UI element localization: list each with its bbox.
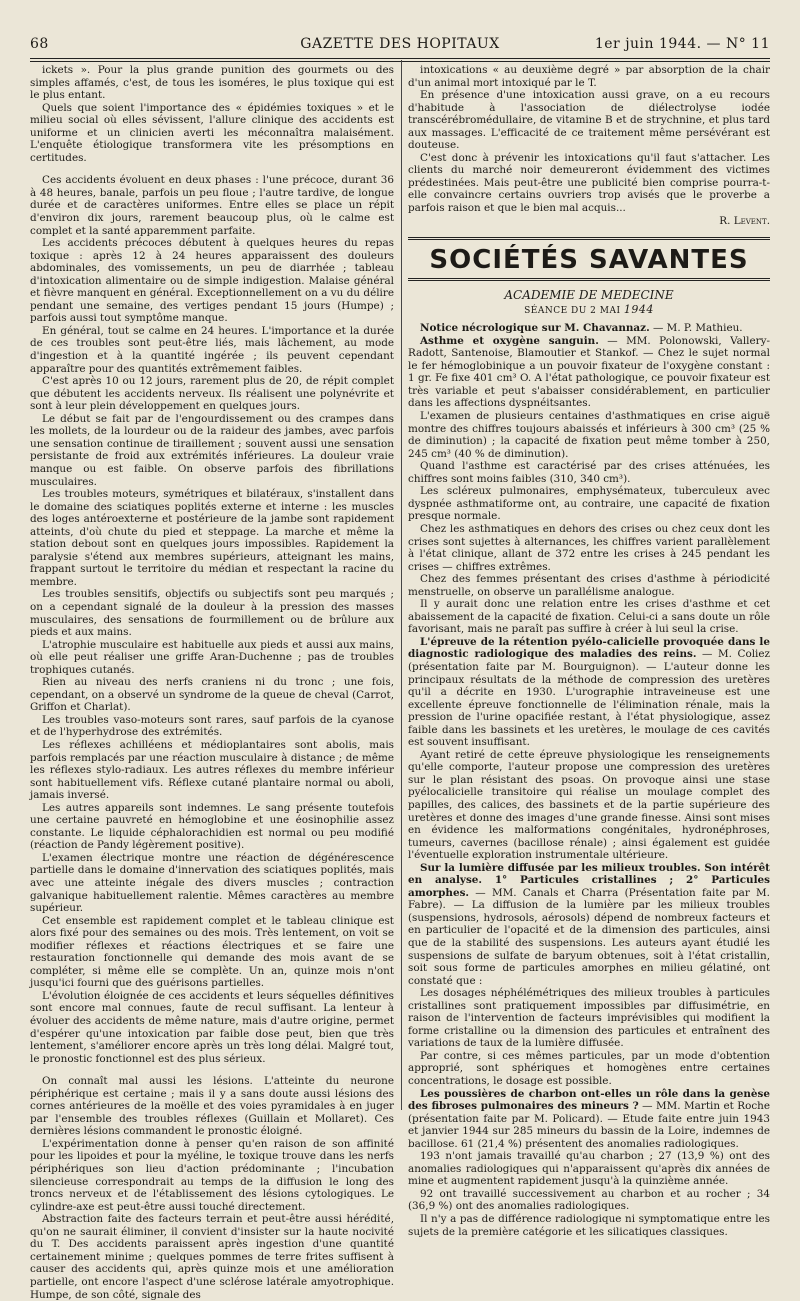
item-title: Sur la lumière diffusée par les milieux troubles. Son intérêt en analyse. 1° Particules cristallines ; 2° Particules amorphes. [408,861,770,899]
body-paragraph: Abstraction faite des facteurs terrain et peut-être aussi hérédité, qu'on ne saurait éliminer, il convient d'insister sur la haute nocivité du T. Des accidents paraissent après ingestion d'une quantité certainement minime ; quelques pommes de terre frites suffisent à causer des accidents qui, après quinze mois et une amélioration partielle, ont encore l'aspect d'une sclérose latérale amyotrophique. Humpe, de son côté, signale des [30,1213,394,1301]
academy-item [408,460,770,485]
item-text: Il y aurait donc une relation entre les crises d'asthme et cet abaissement de la capacité de fixation. Celui-ci a sans doute un rôle favorisant, mais ne paraît pas suffire à créer à lui seul la crise. [408,598,770,636]
item-title: Les poussières de charbon ont-elles un rôle dans la genèse des fibroses pulmonaires des mineurs ? [408,1087,770,1113]
item-text: L'examen de plusieurs centaines d'asthmatiques en crise aiguë montre des chiffres toujours abaissés et inférieurs à 300 cm³ (25 % de diminution) ; la capacité de fixation peut même tomber à 250, 245 cm³ (40 % de diminution). [408,410,770,460]
body-paragraph: L'expérimentation donne à penser qu'en raison de son affinité pour les lipoides et pour la myéline, le toxique trouve dans les nerfs périphériques son lieu d'action prédominante ; l'incubation silencieuse correspondrait au temps de la diffusion le long des troncs nerveux et de l'établissement des lésions cytologiques. Le cylindre-axe est peut-être aussi touché directement. [30,1137,394,1213]
body-paragraph: Les autres appareils sont indemnes. Le sang présente toutefois une certaine pauvreté en hémoglobine et une éosinophilie assez constante. Le liquide céphalorachidien est normal ou peu modifié (réaction de Pandy légèrement positive). [30,801,394,852]
item-text: 193 n'ont jamais travaillé qu'au charbon ; 27 (13,9 %) ont des anomalies radiologiques qui n'apparaissent qu'après dix années de mine et augmentent rapidement jusqu'à la quinzième année. [408,1150,770,1188]
paragraph-gap [30,1065,394,1075]
academy-item [408,1150,770,1188]
body-paragraph: ickets ». Pour la plus grande punition des gourmets ou des simples affamés, c'est, de tous les isoméres, le plus toxique qui est le plus entant. [30,64,394,102]
academy-item [408,410,770,460]
issue-date: 1er juin 1944. — N° 11 [594,36,770,52]
academy-item [408,523,770,573]
item-text: Les scléreux pulmonaires, emphysémateux, tuberculeux avec dyspnée asthmatiforme ont, au contraire, une capacité de fixation presque normale. [408,485,770,523]
item-text: — MM. Martin et Roche (présentation faite par M. Policard). — Etude faite entre juin 1943 et janvier 1944 sur 285 mineurs du bassin de la Loire, indemnes de bacillose. 61 (21,4 %) présentent des anomalies radiologiques. [408,1100,770,1150]
academy-title: ACADEMIE DE MEDECINE [504,288,674,303]
column-divider [401,60,402,1110]
item-text: Ayant retiré de cette épreuve physiologique les renseignements qu'elle comporte, l'auteur propose une compression des uretères sur le plan résistant des psoas. On provoque ainsi une stase pyélocalicielle transitoire qui réalise un moulage complet des papilles, des calices, des bassinets et de la partie supérieure des uretères et donne des images d'une grande finesse. Ainsi sont mises en évidence les malformations congénitales, hydronéphroses, tumeurs, cavernes (bacillose rénale) ; ainsi également est guidée l'éventuelle exploration instrumentale ultérieure. [408,748,770,862]
academy-item [408,1188,770,1213]
body-paragraph: Les réflexes achilléens et médioplantaires sont abolis, mais parfois remplacés par une réaction musculaire à distance ; de même les réflexes stylo-radiaux. Les autres réflexes du membre inférieur sont habituellement vifs. Réflexe cutané plantaire normal ou aboli, jamais inversé. [30,738,394,802]
item-text: Il n'y a pas de différence radiologique ni symptomatique entre les sujets de la première catégorie et les silicatiques classiques. [408,1213,770,1238]
signature-text: R. Levent. [719,214,770,227]
item-title: Notice nécrologique sur M. Chavannaz. [420,322,650,335]
header-rule-double [30,61,770,62]
body-paragraph: Les accidents précoces débutent à quelques heures du repas toxique : après 12 à 24 heures apparaissent des douleurs abdominales, des vomissements, un peu de diarrhée ; tableau d'intoxication alimentaire ou de simple indigestion. Malaise général et fièvre manquent en général. Exceptionnellement on a vu du délire pendant une semaine, des vertiges pendant 15 jours (Humpe) ; parfois aussi tout symptôme manque. [30,237,394,325]
body-paragraph: Les troubles sensitifs, objectifs ou subjectifs sont peu marqués ; on a cependant signalé de la douleur à la pression des masses musculaires, des sensations de fourmillement ou de brûlure aux pieds et aux mains. [30,588,394,639]
item-text: — MM. Canals et Charra (Présentation faite par M. Fabre). — La diffusion de la lumière par les milieux troubles (suspensions, hydrosols, aérosols) dépend de nombreux facteurs et en particulier de l'opacité et de la dimension des particules, ainsi que de la stabilité des suspensions. Les auteurs ayant étudié les suspensions de sulfate de baryum obtenues, soit à l'état cristallin, soit sous forme de particules amorphes en milieu gélatiné, ont constaté que : [408,886,770,987]
body-paragraph: C'est après 10 ou 12 jours, rarement plus de 20, de répit complet que débutent les accidents nerveux. Ils réalisent une polynévrite et sont à leur plein développement en quelques jours. [30,375,394,413]
item-text: — M. Coliez (présentation faite par M. Bourguignon). — L'auteur donne les principaux résultats de la méthode de compression des uretères qu'il a décrite en 1930. L'urographie intraveineuse est une excellente épreuve fonctionnelle de l'élimination rénale, mais la pression de l'urine opacifiée restant, à l'état physiologique, assez faible dans les bassinets et les uretères, le moulage de ces cavités est souvent insuffisant. [408,648,770,749]
page-number: 68 [30,36,49,52]
academy-item [408,636,770,749]
body-paragraph: L'atrophie musculaire est habituelle aux pieds et aussi aux mains, où elle peut réaliser une griffe Aran-Duchenne ; pas de troubles trophiques cutanés. [30,638,394,676]
intro-paragraphs [408,64,770,215]
body-paragraph: En présence d'une intoxication aussi grave, on a eu recours d'habitude à l'association de diélectrolyse iodée transcérébromédullaire, de vitamine B et de strychnine, et plus tard aux massages. L'efficacité de ce traitement même persévérant est douteuse. [408,89,770,152]
academy-item [408,749,770,862]
seance-line [408,304,770,318]
item-title: Asthme et oxygène sanguin. [420,334,599,347]
item-text: Par contre, si ces mêmes particules, par un mode d'obtention approprié, sont sphériques et homogènes entre certaines concentrations, le dosage est possible. [408,1049,770,1088]
academy-item [408,322,770,335]
body-paragraph: Rien au niveau des nerfs craniens ni du tronc ; une fois, cependant, on a observé un syndrome de la queue de cheval (Carrot, Griffon et Charlat). [30,676,394,714]
seance-label: SÉANCE DU 2 MAI [524,305,621,316]
left-column [30,64,394,1301]
body-paragraph: Ces accidents évoluent en deux phases : l'une précoce, durant 36 à 48 heures, banale, parfois un peu floue ; l'autre tardive, de longue durée et de caractères uniformes. Entre elles se place un répit d'environ dix jours, rarement beaucoup plus, où le calme est complet et la santé apparemment parfaite. [30,174,394,237]
academy-item [408,485,770,523]
section-title: SOCIÉTÉS SAVANTES [408,237,770,281]
body-paragraph: C'est donc à prévenir les intoxications qu'il faut s'attacher. Les clients du marché noir demeureront évidemment des victimes prédestinées. Mais peut-être une publicité bien comprise pourra-t-elle convaincre certains ouvriers trop avisés que le proverbe a parfois raison et que le bien mal acquis... [408,151,770,215]
running-header [30,36,770,58]
body-paragraph: On connaît mal aussi les lésions. L'atteinte du neurone périphérique est certaine ; mais il y a sans doute aussi lésions des cornes antérieures de la moëlle et des voies pyramidales à en juger par l'ensemble des troubles réflexes (Guillain et Mollaret). Ces dernières lésions commandent le pronostic éloigné. [30,1075,394,1138]
body-paragraph: Les troubles moteurs, symétriques et bilatéraux, s'installent dans le domaine des sciatiques poplités externe et interne : les muscles des loges antéroexterne et postérieure de la jambe sont rapidement atteints, d'où chute du pied et steppage. La marche et même la station debout sont en quelques jours impossibles. Rapidement la paralysie s'étend aux membres supérieurs, atteignant les mains, frappant surtout le territoire du médian et respectant la racine du membre. [30,488,394,588]
header-rule [30,58,770,59]
paragraph-gap [30,164,394,174]
item-text: Chez des femmes présentant des crises d'asthme à périodicité menstruelle, on observe un parallélisme analogue. [408,573,770,598]
right-column [408,64,770,1238]
item-title: L'épreuve de la rétention pyélo-calicielle provoquée dans le diagnostic radiologique des maladies des reins. [408,635,770,661]
body-paragraph: intoxications « au deuxième degré » par absorption de la chair d'un animal mort intoxiqué par le T. [408,64,770,89]
journal-title: GAZETTE DES HOPITAUX [300,36,500,52]
academy-item [408,987,770,1050]
body-paragraph: Les troubles vaso-moteurs sont rares, sauf parfois de la cyanose et de l'hyperhydrose des extrémités. [30,713,394,739]
academy-items [408,322,770,1238]
body-paragraph: L'examen électrique montre une réaction de dégénérescence partielle dans le domaine d'innervation des sciatiques poplités, mais avec une atteinte inégale des divers muscles ; contraction galvanique habituellement ralentie. Mêmes caractères au membre supérieur. [30,851,394,915]
academy-item [408,1088,770,1151]
item-text: Les dosages néphélémétriques des milieux troubles à particules cristallines sont pratiquement impossibles par diffusimétrie, en raison de l'intervention de facteurs imprévisibles qui modifient la forme cristalline ou la dimension des particules et entraînent des variations de taux de la lumière diffusée. [408,987,770,1050]
academy-item [408,335,770,410]
academy-item [408,598,770,636]
academy-item [408,1050,770,1088]
article-signature [408,215,770,228]
body-paragraph: L'évolution éloignée de ces accidents et leurs séquelles définitives sont encore mal connues, faute de recul suffisant. La lenteur à évoluer des accidents de même nature, mais d'autre origine, permet d'espérer qu'une intoxication par faible dose peut, bien que très lentement, s'améliorer encore après un très long délai. Malgré tout, le pronostic fonctionnel est des plus sérieux. [30,989,394,1065]
body-paragraph: Le début se fait par de l'engourdissement ou des crampes dans les mollets, de la lourdeur ou de la raideur des jambes, avec parfois une sensation continue de tiraillement ; souvent aussi une sensation persistante de froid aux extrémités inférieures. La douleur vraie manque ou est faible. On observe parfois des fibrillations musculaires. [30,412,394,488]
seance-year: 1944 [623,302,654,316]
item-text: — MM. Polonowski, Vallery-Radott, Santenoise, Blamoutier et Stankof. — Chez le sujet normal le fer hémoglobinique a un pouvoir fixateur de l'oxygène constant : 1 gr. Fe fixe 401 cm³ O. A l'état pathologique, ce pouvoir fixateur est très variable et peut s'abaisser considérablement, en particulier dans les affections dyspnéitsantes. [408,334,770,410]
academy-item [408,573,770,598]
item-text: — M. P. Mathieu. [649,322,743,335]
item-text: 92 ont travaillé successivement au charbon et au rocher ; 34 (36,9 %) ont des anomalies radiologiques. [408,1187,770,1213]
academy-item [408,862,770,987]
body-paragraph: En général, tout se calme en 24 heures. L'importance et la durée de ces troubles sont peut-être liés, mais lâchement, au mode d'ingestion et à la quantité ingérée ; ils peuvent cependant apparaître pour des quantités extrêmement faibles. [30,324,394,375]
body-paragraph: Cet ensemble est rapidement complet et le tableau clinique est alors fixé pour des semaines ou des mois. Très lentement, on voit se modifier réflexes et réactions électriques et se faire une restauration fonctionnelle qui demande des mois avant de se compléter, si même elle se complète. Un an, quinze mois n'ont jusqu'ici fourni que des guérisons partielles. [30,914,394,990]
item-text: Quand l'asthme est caractérisé par des crises atténuées, les chiffres sont moins faibles (310, 340 cm³). [408,460,770,485]
item-text: Chez les asthmatiques en dehors des crises ou chez ceux dont les crises sont sujettes à alternances, les chiffres varient parallèlement à l'état clinique, allant de 372 entre les crises à 245 pendant les crises — chiffres extrêmes. [408,522,770,573]
academy-item [408,1213,770,1238]
body-paragraph: Quels que soient l'importance des « épidémies toxiques » et le milieu social où elles sévissent, l'allure clinique des accidents est uniforme et un clinicien averti les méconnaîtra malaisément. L'enquête étiologique transformera vite les présomptions en certitudes. [30,101,394,164]
